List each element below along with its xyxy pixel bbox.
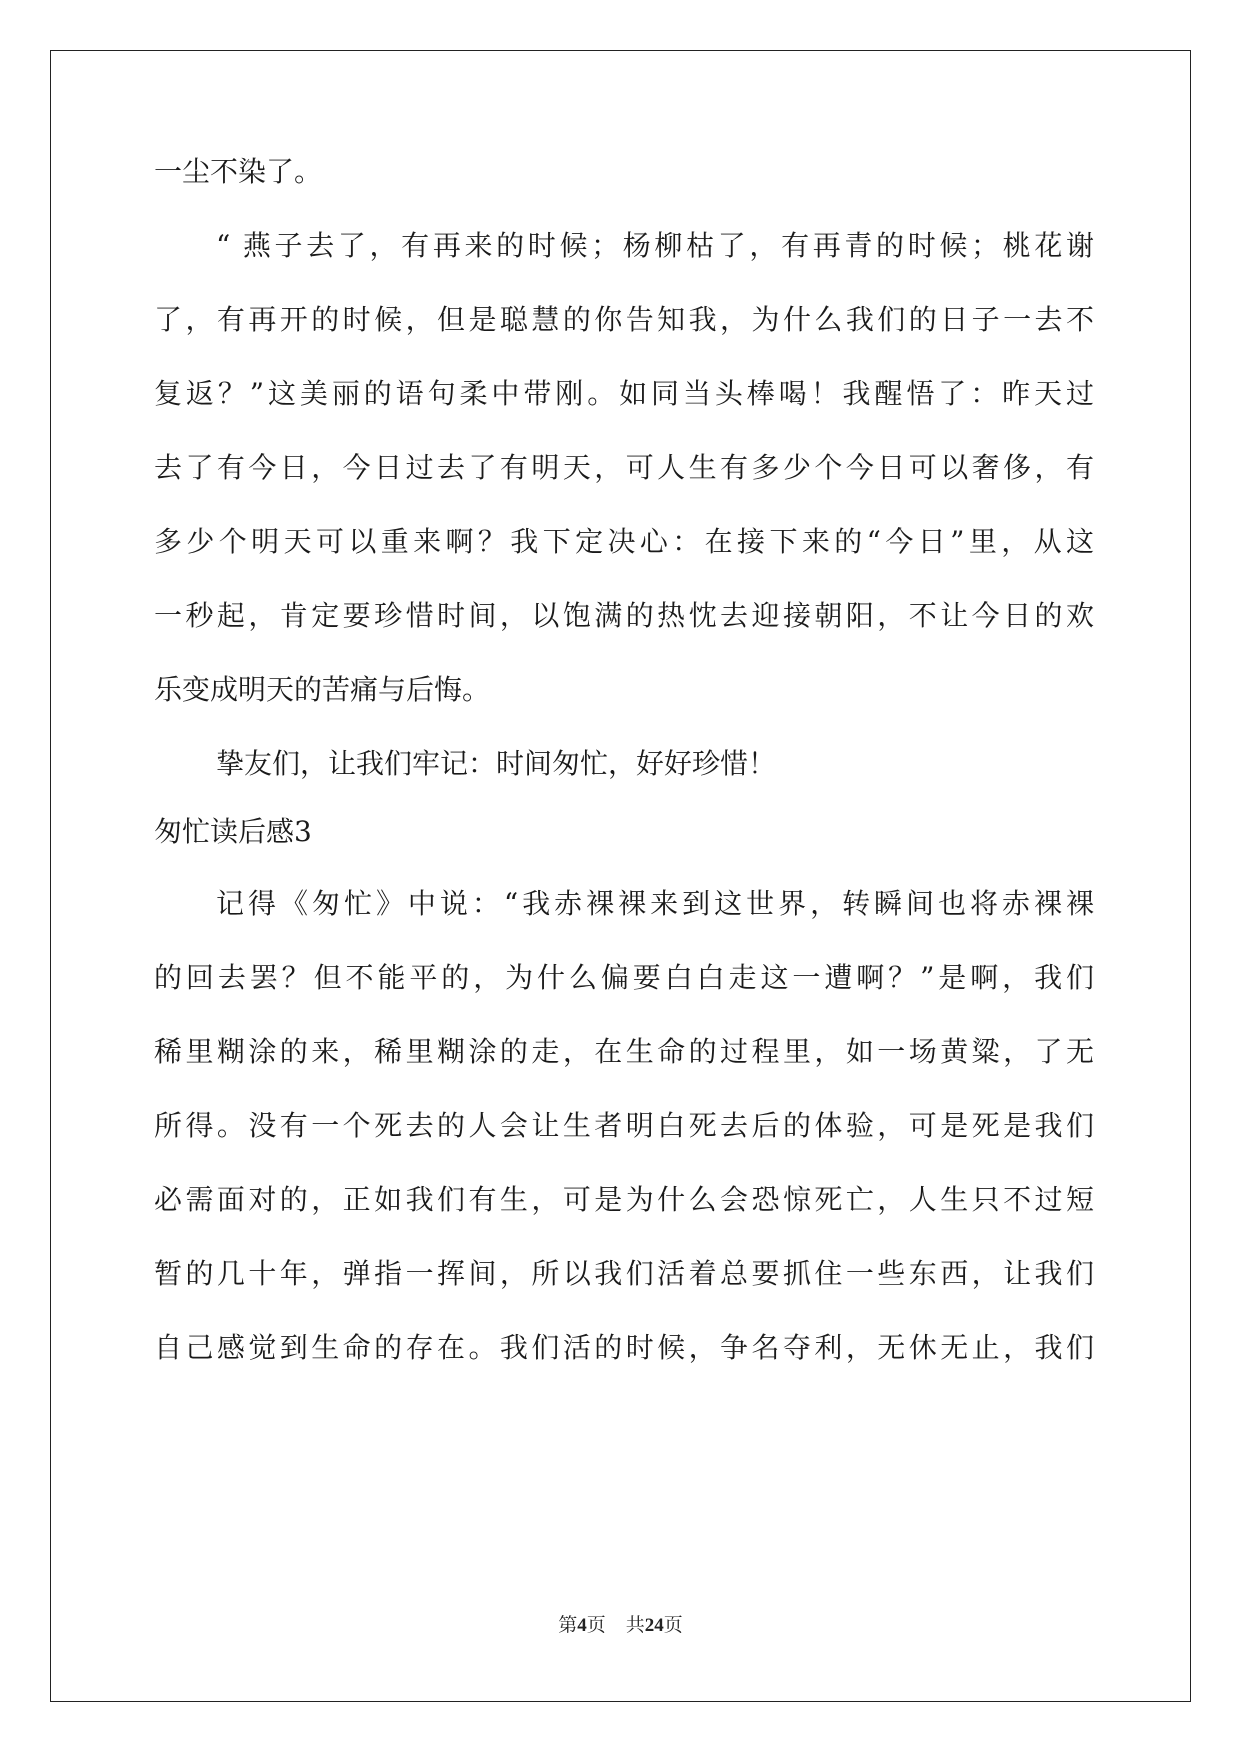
body-line-5: 去了有今日，今日过去了有明天，可人生有多少个今日可以奢侈，有 — [154, 451, 1094, 484]
body-line-4: 复返？”这美丽的语句柔中带刚。如同当头棒喝！我醒悟了：昨天过 — [154, 377, 1094, 410]
body-line-11: 的回去罢？但不能平的，为什么偏要白白走这一遭啊？”是啊，我们 — [154, 961, 1094, 994]
body-line-14: 必需面对的，正如我们有生，可是为什么会恐惊死亡，人生只不过短 — [154, 1183, 1094, 1216]
body-line-12: 稀里糊涂的来，稀里糊涂的走，在生命的过程里，如一场黄粱，了无 — [154, 1035, 1094, 1068]
footer-prefix: 第 — [558, 1615, 578, 1636]
footer-total-prefix: 共 — [625, 1615, 645, 1636]
page-border — [50, 50, 1191, 1702]
body-line-7: 一秒起，肯定要珍惜时间，以饱满的热忱去迎接朝阳，不让今日的欢 — [154, 599, 1094, 632]
page-footer — [0, 1614, 1241, 1638]
body-line-2: “ 燕子去了，有再来的时候；杨柳枯了，有再青的时候；桃花谢 — [216, 229, 1094, 262]
body-line-15: 暂的几十年，弹指一挥间，所以我们活着总要抓住一些东西，让我们 — [154, 1257, 1094, 1290]
body-line-13: 所得。没有一个死去的人会让生者明白死去后的体验，可是死是我们 — [154, 1109, 1094, 1142]
body-line-10: 记得《匆忙》中说：“我赤裸裸来到这世界，转瞬间也将赤裸裸 — [216, 887, 1094, 920]
footer-total-suffix: 页 — [663, 1615, 683, 1636]
footer-total-pages: 24 — [644, 1615, 664, 1636]
body-line-1: 一尘不染了。 — [154, 155, 323, 188]
body-line-3: 了，有再开的时候，但是聪慧的你告知我，为什么我们的日子一去不 — [154, 303, 1094, 336]
section-heading: 匆忙读后感3 — [154, 815, 312, 848]
footer-page-suffix: 页 — [586, 1615, 606, 1636]
body-line-16: 自己感觉到生命的存在。我们活的时候，争名夺利，无休无止，我们 — [154, 1331, 1094, 1364]
body-line-9: 挚友们，让我们牢记：时间匆忙，好好珍惜！ — [216, 747, 777, 780]
footer-page-number: 4 — [577, 1615, 587, 1636]
body-line-6: 多少个明天可以重来啊？我下定决心：在接下来的“今日”里，从这 — [154, 525, 1094, 558]
body-line-8: 乐变成明天的苦痛与后悔。 — [154, 673, 491, 706]
